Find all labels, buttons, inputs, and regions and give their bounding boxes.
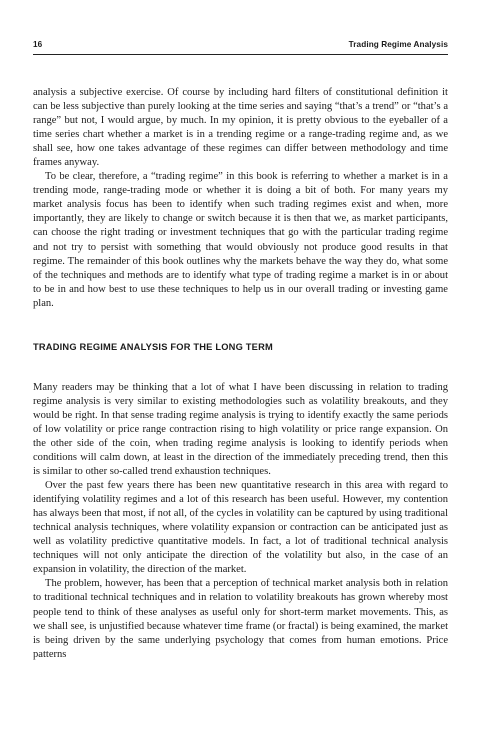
page-number: 16 (33, 40, 43, 49)
section-heading: TRADING REGIME ANALYSIS FOR THE LONG TERM (33, 341, 273, 352)
paragraph-section-intro: Many readers may be thinking that a lot of what I have been discussing in relation to trading regime analysis is very similar to existing methodologies such as volatility breakouts, and they would be right. In that sense trading regime analysis is trying to identify exactly the same periods of low volatility or price range contraction rising to high volatility or price range expansion. On the other side of the coin, when trading regime analysis is looking to identify periods when conditions will calm down, at least in the direction of the immediately preceding trend, then this is similar to other so-called trend exhaustion techniques. (33, 381, 448, 478)
book-page (33, 40, 448, 662)
paragraph-volatility-research: Over the past few years there has been new quantitative research in this area with regard to identifying volatility regimes and a lot of this research has been useful. However, my contention has always been that most, if not all, of the cycles in volatility can be captured by using traditional technical analysis techniques, where volatility expansion or contraction can be anticipated just as well as volatility predictive quantitative models. In fact, a lot of traditional technical analysis techniques will not only anticipate the direction of the volatility but also, in the case of an expansion in volatility, the direction of the market. (33, 480, 448, 576)
paragraph-perception-problem: The problem, however, has been that a perception of technical market analysis both in relation to traditional technical techniques and in relation to volatility breakouts has grown whereby most people tend to think of these analyses as useful only for short-term market movements. This, as we shall see, is unjustified because whatever time frame (or fractal) is being examined, the market is being driven by the same underlying psychology that comes from human emotions. Price patterns (33, 578, 448, 660)
paragraph-trading-regime-definition: To be clear, therefore, a “trading regime” in this book is referring to whether a market is in a trending mode, range-trading mode or whether it is doing a bit of both. For many years my market analysis focus has been to identify when such trading regimes exist and when, more importantly, they are likely to change or switch because it is then that we, as market participants, can choose the right trading or investment techniques that go with the particular trading regime and not try to persist with something that would obviously not produce good results in that regime. The remainder of this book outlines why the markets behave the way they do, what some of the techniques and methods are to identify what type of trading regime a market is in or about to be in and how best to use these techniques to help us in our overall trading or investing game plan. (33, 171, 448, 309)
body-text (33, 86, 448, 662)
running-header (33, 40, 448, 55)
running-title: Trading Regime Analysis (348, 40, 448, 49)
paragraph-continued: analysis a subjective exercise. Of course by including hard filters of constitutional definition it can be less subjective than purely looking at the time series and saying “that’s a trend” or “that’s a range” but not, I would argue, by much. In my opinion, it is pretty obvious to the eyeballer of a time series chart whether a market is in a trending regime or a range-trading regime and, as we shall see, how one takes advantage of these regimes can differ between methodology and time frames anyway. (33, 87, 448, 169)
